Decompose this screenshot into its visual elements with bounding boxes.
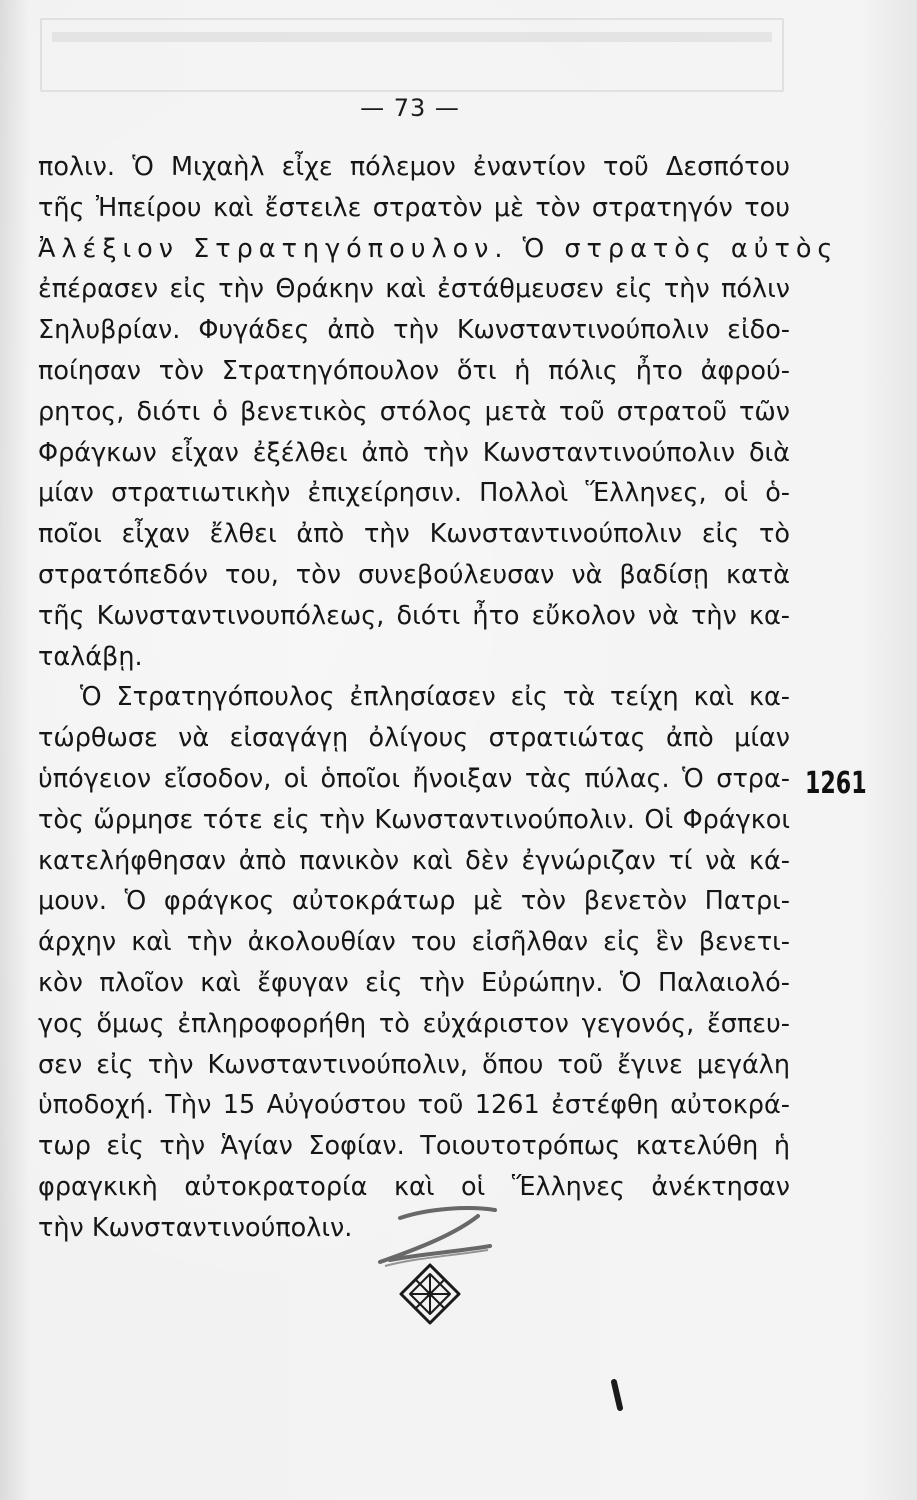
text-line: ποίησαν τὸν Στρατηγόπουλον ὅτι ἡ πόλις ἦτο ἀφρού-: [38, 355, 790, 386]
text-line: μίαν στρατιωτικὴν ἐπιχείρησιν. Πολλοὶ Ἕλληνες, οἱ ὁ-: [38, 478, 790, 509]
text-line: τώρθωσε νὰ εἰσαγάγῃ ὀλίγους στρατιώτας ἀπὸ μίαν: [38, 723, 790, 754]
text-line: ἐπέρασεν εἰς τὴν Θράκην καὶ ἐστάθμευσεν εἰς τὴν πόλιν: [38, 274, 790, 305]
text-line: τωρ εἰς τὴν Ἁγίαν Σοφίαν. Τοιουτοτρόπως κατελύθη ἡ: [38, 1131, 790, 1162]
text-line: σεν εἰς τὴν Κωνσταντινούπολιν, ὅπου τοῦ ἔγινε μεγάλη: [38, 1049, 790, 1080]
body-text: [38, 147, 839, 1249]
text-line: τὴν Κωνσταντινούπολιν.: [38, 1212, 353, 1243]
pencil-mark: [608, 1378, 630, 1412]
text-line: Ὁ Στρατηγόπουλος ἐπλησίασεν εἰς τὰ τείχη καὶ κα-: [80, 682, 790, 713]
text-line: Ἀλέξιον Στρατηγόπουλον. Ὁ στρατὸς αὐτὸς: [38, 233, 839, 264]
text-line: Σηλυβρίαν. Φυγάδες ἀπὸ τὴν Κωνσταντινούπολιν εἰδο-: [38, 315, 790, 346]
text-line: τὸς ὥρμησε τότε εἰς τὴν Κωνσταντινούπολιν. Οἱ Φράγκοι: [38, 804, 790, 835]
text-line: άρχην καὶ τὴν ἀκολουθίαν του εἰσῆλθαν εἰς ἓν βενετι-: [38, 927, 790, 958]
margin-year-note: 1261: [805, 766, 867, 801]
text-line: τῆς Κωνσταντινουπόλεως, διότι ἦτο εὔκολον νὰ τὴν κα-: [38, 600, 790, 631]
text-line: ὑποδοχή. Τὴν 15 Αὐγούστου τοῦ 1261 ἐστέφθη αὐτοκρά-: [38, 1090, 790, 1121]
text-line: Φράγκων εἶχαν ἐξέλθει ἀπὸ τὴν Κωνσταντινούπολιν διὰ: [38, 437, 790, 468]
bleed-through-shadow: [40, 18, 784, 92]
text-line: ὑπόγειον εἴσοδον, οἱ ὁποῖοι ἤνοιξαν τὰς πύλας. Ὁ στρα-: [38, 763, 790, 794]
text-line: γος ὅμως ἐπληροφορήθη τὸ εὐχάριστον γεγονός, ἔσπευ-: [38, 1008, 790, 1039]
text-line: ποῖοι εἶχαν ἔλθει ἀπὸ τὴν Κωνσταντινούπολιν εἰς τὸ: [38, 519, 790, 550]
text-line: φραγκικὴ αὐτοκρατορία καὶ οἱ Ἕλληνες ἀνέκτησαν: [38, 1171, 790, 1202]
text-line: ταλάβῃ.: [38, 641, 143, 672]
text-line: κὸν πλοῖον καὶ ἔφυγαν εἰς τὴν Εὐρώπην. Ὁ Παλαιολό-: [38, 967, 790, 998]
text-line: στρατόπεδόν του, τὸν συνεβούλευσαν νὰ βαδίσῃ κατὰ: [38, 559, 790, 590]
text-line: τῆς Ἠπείρου καὶ ἔστειλε στρατὸν μὲ τὸν στρατηγόν του: [38, 192, 790, 223]
page-number: — 73 —: [360, 94, 460, 122]
text-line: ρητος, διότι ὁ βενετικὸς στόλος μετὰ τοῦ στρατοῦ τῶν: [38, 396, 790, 427]
text-line: μουν. Ὁ φράγκος αὐτοκράτωρ μὲ τὸν βενετὸν Πατρι-: [38, 886, 790, 917]
text-line: κατελήφθησαν ἀπὸ πανικὸν καὶ δὲν ἐγνώριζαν τί νὰ κά-: [38, 845, 790, 876]
diamond-rosette-icon: [398, 1262, 462, 1326]
text-line: πολιν. Ὁ Μιχαὴλ εἶχε πόλεμον ἐναντίον τοῦ Δεσπότου: [38, 152, 790, 182]
